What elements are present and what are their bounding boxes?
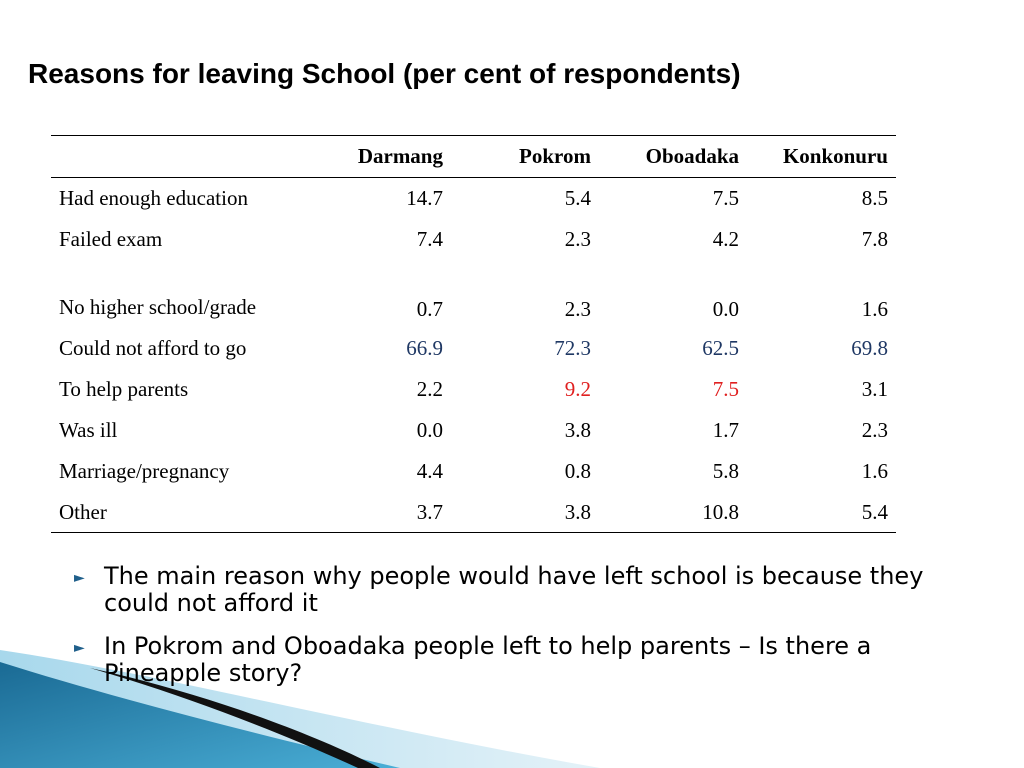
cell-value: 0.0 (416, 418, 443, 442)
cell-value-highlight: 9.2 (564, 377, 591, 401)
cell-value: 3.1 (861, 377, 888, 401)
cell-value: 7.8 (861, 227, 888, 251)
cell-value: 14.7 (406, 186, 443, 210)
page-title: Reasons for leaving School (per cent of respondents) (28, 58, 741, 89)
cell-value: 10.8 (599, 492, 747, 533)
cell-value: 2.3 (861, 418, 888, 442)
cell-value: 7.4 (416, 227, 443, 251)
cell-value: 1.6 (861, 297, 888, 321)
triangle-bullet-icon: ► (74, 640, 85, 656)
cell-value: 5.8 (712, 459, 739, 483)
cell-value-highlight: 69.8 (851, 336, 888, 360)
cell-value: 2.2 (416, 377, 443, 401)
bullet-item (74, 563, 994, 617)
row-label: Was ill (59, 418, 118, 442)
cell-value: 1.6 (861, 459, 888, 483)
cell-value: 3.8 (564, 418, 591, 442)
cell-value: 1.7 (712, 418, 739, 442)
cell-value: 2.3 (564, 297, 591, 321)
cell-value: 4.4 (416, 459, 443, 483)
cell-value: 0.8 (564, 459, 591, 483)
cell-value-highlight: 66.9 (406, 336, 443, 360)
row-label: Failed exam (59, 227, 163, 251)
cell-value: 2.3 (564, 227, 591, 251)
bullet-item (74, 633, 994, 687)
row-label: Marriage/pregnancy (59, 459, 230, 483)
bullet-text: In Pokrom and Oboadaka people left to help parents – Is there a Pineapple story? (104, 632, 872, 687)
header-oboadaka: Oboadaka (599, 136, 747, 178)
row-label: Other (51, 492, 296, 533)
cell-value: 5.4 (564, 186, 591, 210)
cell-value-highlight: 72.3 (554, 336, 591, 360)
row-label: No higher school/grade (59, 295, 257, 319)
cell-value: 8.5 (861, 186, 888, 210)
bullet-text: The main reason why people would have left school is because they could not afford it (104, 562, 924, 617)
header-konkonuru: Konkonuru (747, 136, 896, 178)
cell-value: 3.8 (451, 492, 599, 533)
row-label: To help parents (59, 377, 189, 401)
row-label: Had enough education (59, 186, 248, 210)
row-label: Could not afford to go (59, 336, 247, 360)
bullet-list (74, 563, 994, 703)
header-darmang: Darmang (296, 136, 451, 178)
cell-value: 7.5 (712, 186, 739, 210)
cell-value: 3.7 (296, 492, 451, 533)
triangle-bullet-icon: ► (74, 570, 85, 586)
cell-value-highlight: 62.5 (702, 336, 739, 360)
header-pokrom: Pokrom (451, 136, 599, 178)
cell-value: 4.2 (712, 227, 739, 251)
cell-value-highlight: 7.5 (712, 377, 739, 401)
cell-value: 0.7 (416, 297, 443, 321)
cell-value: 5.4 (747, 492, 896, 533)
cell-value: 0.0 (712, 297, 739, 321)
